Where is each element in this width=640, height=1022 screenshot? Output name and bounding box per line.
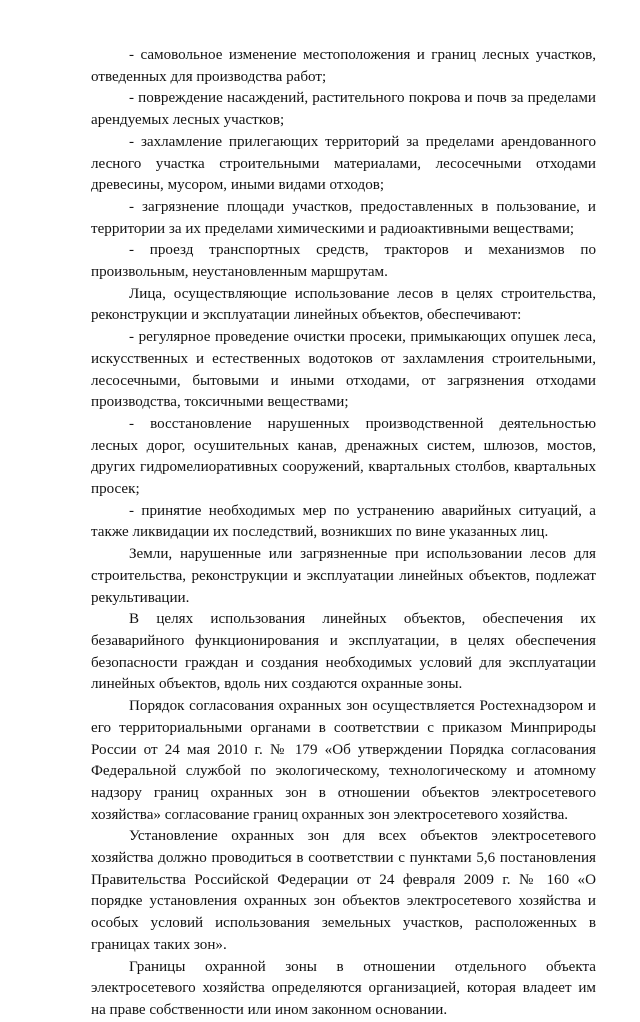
paragraph: Земли, нарушенные или загрязненные при использовании лесов для строительства, реконструкции и эксплуатации линейных объектов, подлежат рекультивации. bbox=[91, 546, 596, 606]
paragraph: - самовольное изменение местоположения и границ лесных участков, отведенных для производства работ; bbox=[91, 47, 596, 85]
paragraph: - загрязнение площади участков, предоставленных в пользование, и территории за их пределами химическими и радиоактивными веществами; bbox=[91, 198, 596, 237]
paragraph: В целях использования линейных объектов, обеспечения их безаварийного функционирования и эксплуатации, в целях обеспечения безопасности граждан и создания необходимых условий для эксплуатации линейных объектов, вдоль них создаются охранные зоны. bbox=[91, 611, 596, 693]
paragraph: - принятие необходимых мер по устранению аварийных ситуаций, а также ликвидации их последствий, возникших по вине указанных лиц. bbox=[91, 502, 596, 541]
paragraph: Границы охранной зоны в отношении отдельного объекта электросетевого хозяйства определяются организацией, которая владеет им на праве собственности или ином законном основании. bbox=[91, 958, 596, 1018]
paragraph: Порядок согласования охранных зон осуществляется Ростехнадзором и его территориальными органами в соответствии с приказом Минприроды России от 24 мая 2010 г. № 179 «Об утверждении Порядка согласования Федеральной службой по экологическому, технологическому и атомному надзору границ охранных зон в отношении объектов электросетевого хозяйства» согласование границ охранных зон электросетевого хозяйства. bbox=[91, 698, 596, 823]
paragraph: Установление охранных зон для всех объектов электросетевого хозяйства должно проводиться в соответствии с пунктами 5,6 постановления Правительства Российской Федерации от 24 февраля 2009 г. № 160 «О порядке установления охранных зон объектов электросетевого хозяйства и особых условий использования земельных участков, расположенных в границах таких зон». bbox=[91, 828, 596, 953]
paragraph: Лица, осуществляющие использование лесов в целях строительства, реконструкции и эксплуатации линейных объектов, обеспечивают: bbox=[91, 285, 596, 324]
paragraph: - восстановление нарушенных производственной деятельностью лесных дорог, осушительных канав, дренажных систем, шлюзов, мостов, других гидромелиоративных сооружений, квартальных столбов, квартальных просек; bbox=[91, 415, 596, 498]
paragraph: - регулярное проведение очистки просеки, примыкающих опушек леса, искусственных и естественных водотоков от захламления строительными, лесосечными, бытовыми и иными отходами, от загрязнения отходами производства, токсичными веществами; bbox=[91, 329, 596, 411]
paragraph: - повреждение насаждений, растительного покрова и почв за пределами арендуемых лесных участков; bbox=[91, 90, 596, 129]
paragraph: - проезд транспортных средств, тракторов и механизмов по произвольным, неустановленным маршрутам. bbox=[91, 242, 596, 281]
paragraph: - захламление прилегающих территорий за пределами арендованного лесного участка строительными материалами, лесосечными отходами древесины, мусором, иными видами отходов; bbox=[91, 133, 596, 194]
